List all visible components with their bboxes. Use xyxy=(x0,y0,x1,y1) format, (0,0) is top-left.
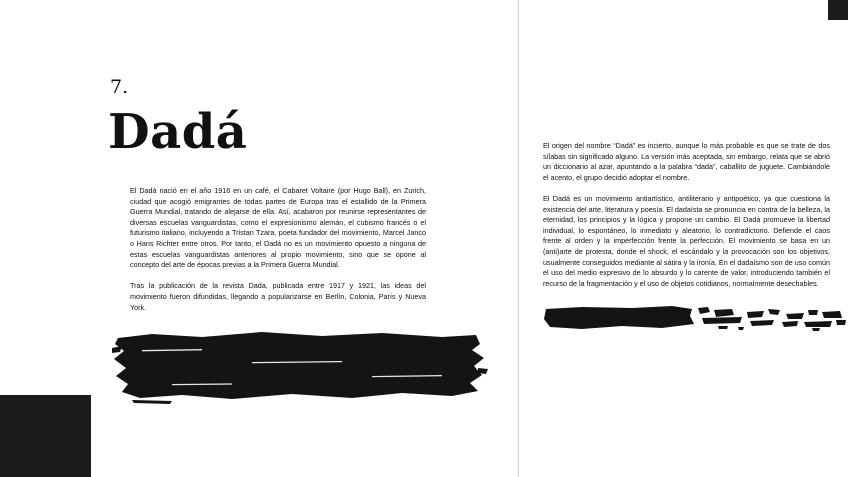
brush-stroke-large xyxy=(112,328,488,404)
left-body-text xyxy=(130,186,426,324)
left-paragraph-1: El Dadá nació en el año 1916 en un café, el Cabaret Voltaire (por Hugo Ball), en Zurich, ciudad que acogió emigrantes de todas partes de Europa tras el estallido de la Primera Guerra Mundial, tratando de alejarse de ella. Así, acabaron por reunirse representantes de diversas escuelas vanguardistas, como el expresionismo alemán, el cubismo francés o el futurismo italiano, incluyendo a Tristan Tzara, poeta fundador del movimiento, Marcel Janco o Hans Richter entre otros. Por tanto, el Dadá no es un movimiento opuesto a ninguna de estas escuelas vanguardistas anteriores al propio movimiento, sino que se opone al concepto del arte de épocas previas a la Primera Guerra Mundial. xyxy=(130,186,426,270)
dark-decorative-block xyxy=(0,395,91,477)
right-paragraph-1: El origen del nombre “Dadá” es incierto, aunque lo más probable es que se trate de dos sílabas sin significado alguno. La versión más aceptada, sin embargo, relata que se abrió un diccionario al azar, apuntando a la palabra “dada”, caballito de juguete. Cambiándole el acento, el grupo decidió adoptar el nombre. xyxy=(543,141,830,182)
left-paragraph-2: Tras la publicación de la revista Dada, publicada entre 1917 y 1921, las ideas del movimiento fueron difundidas, llegando a popularizarse en Berlín, Colonia, París y Nueva York. xyxy=(130,281,426,312)
right-paragraph-2: El Dadá es un movimiento antiartístico, antiliterario y antipoético, ya que cuestiona la existencia del arte, literatura y poesía. El dadaísta se pronuncia en contra de la belleza, la eternidad, los principios y la lógica y propone un cambio. El Dadá promueve la libertad individual, lo espontáneo, lo inmediato y aleatorio, lo contradictorio. Defiende el caos frente al orden y la imperfección frente la perfección. El movimiento se basa en un (anti)arte de protesta, donde el shock, el escándalo y la provocación son los objetivos, usualmente conseguidos mediante al sátira y la ironía. En el dadaísmo son de uso común el uso del medio expresivo de lo absurdo y lo carente de valor, introduciendo también el recurso de la fragmentación y el uso de objetos cotidianos, normalmente desechables. xyxy=(543,193,830,288)
chapter-title: Dadá xyxy=(108,104,248,160)
corner-decorative-block xyxy=(828,0,848,20)
right-body-text xyxy=(543,141,830,300)
chapter-number: 7. xyxy=(110,76,129,98)
brush-stroke-fragmented xyxy=(542,300,848,334)
